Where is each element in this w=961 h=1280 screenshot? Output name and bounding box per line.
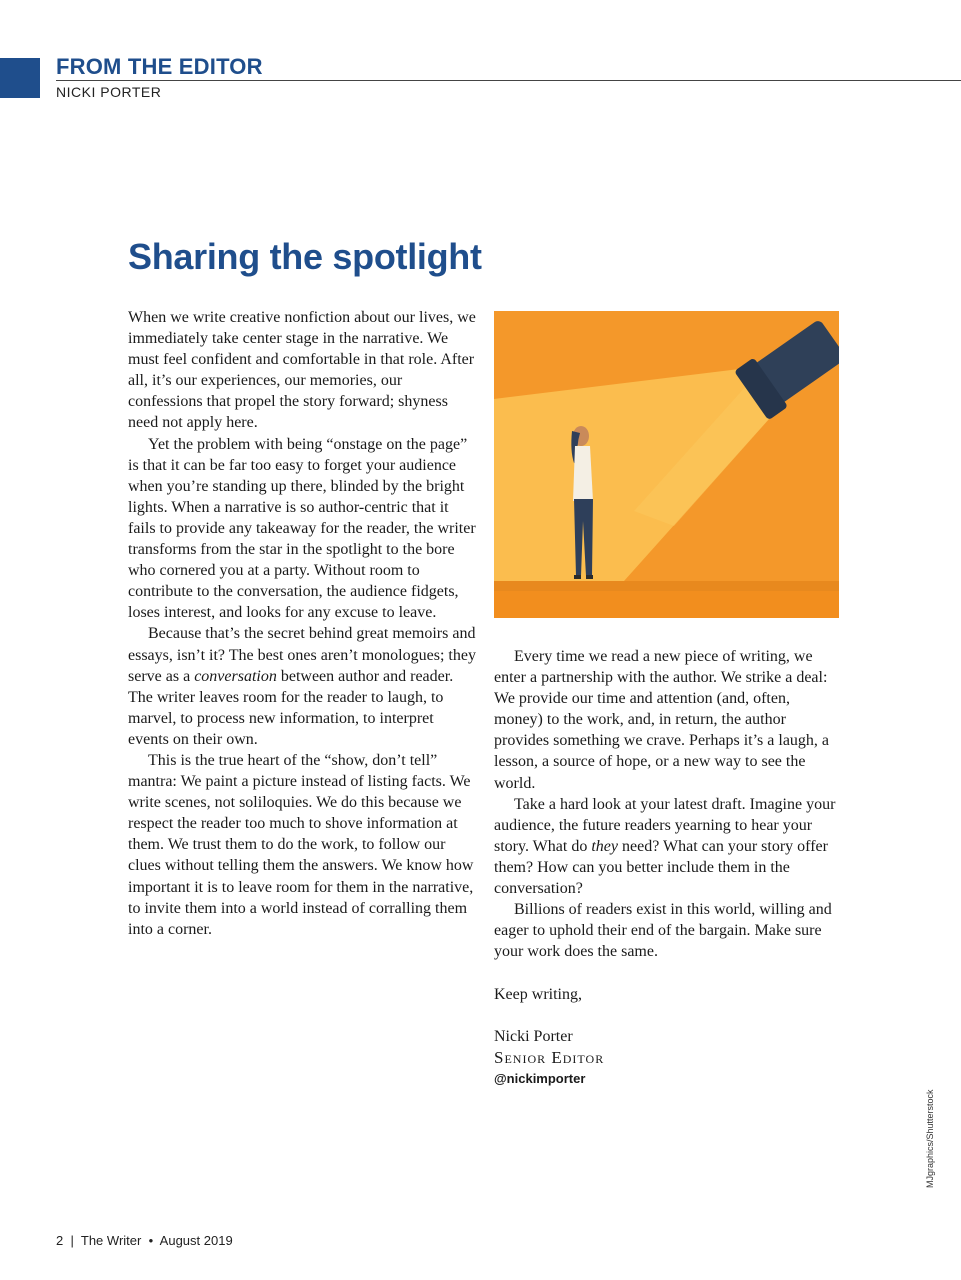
article-column-left (128, 307, 478, 940)
paragraph-6: Take a hard look at your latest draft. Imagine your audience, the future readers yearning to hear your story. What do they need? What can your story offer them? How can you better include them in the conversation? (494, 795, 836, 898)
emphasis-they: they (591, 837, 618, 855)
paragraph-4: This is the true heart of the “show, don’t tell” mantra: We paint a picture instead of listing facts. We write scenes, not soliloquies. We do this because we respect the reader too much to shove information at them. We trust them to do the work, to follow our clues without telling them the answers. We know how important it is to leave room for them in the narrative, to invite them into a world instead of corralling them into a corner. (128, 751, 474, 938)
image-credit: MJgraphics/Shutterstock (925, 1089, 935, 1188)
signoff-title: Senior Editor (494, 1047, 605, 1067)
header-divider (56, 80, 961, 81)
footer-bullet: • (148, 1233, 154, 1248)
social-handle: @nickimporter (494, 1070, 586, 1086)
spotlight-woman-image (494, 311, 839, 618)
section-color-tab (0, 58, 40, 98)
spotlight-illustration (494, 311, 839, 618)
paragraph-2: Yet the problem with being “onstage on the page” is that it can be far too easy to forget your audience when you’re standing up there, blinded by the bright lights. When a narrative is so author-centric that it fails to provide any takeaway for the reader, the writer transforms from the star in the spotlight to the bore who cornered you at a party. Without room to contribute to the conversation, the audience fidgets, loses interest, and looks for any excuse to leave. (128, 435, 476, 622)
article-column-right (494, 646, 839, 1090)
paragraph-7: Billions of readers exist in this world, willing and eager to uphold their end of the bargain. Make sure your work does the same. (494, 901, 832, 961)
magazine-name: The Writer (80, 1233, 142, 1248)
footer-separator: | (70, 1233, 74, 1248)
emphasis-conversation: conversation (194, 667, 277, 685)
paragraph-5: Every time we read a new piece of writing, we enter a partnership with the author. We strike a deal: We provide our time and attention (and, often, money) to the work, and, in return, the author provides something we crave. Perhaps it’s a laugh, a lesson, a source of hope, or a new way to see the world. (494, 648, 830, 792)
column-author: NICKI PORTER (56, 84, 162, 100)
page-number: 2 (56, 1233, 64, 1248)
section-title: FROM THE EDITOR (56, 54, 263, 79)
issue-date: August 2019 (159, 1233, 233, 1248)
paragraph-1: When we write creative nonfiction about our lives, we immediately take center stage in the narrative. We must feel confident and comfortable in that role. After all, it’s our experiences, our memories, our confessions that propel the story forward; shyness need not apply here. (128, 309, 476, 432)
paragraph-3: Because that’s the secret behind great memoirs and essays, isn’t it? The best ones aren’t monologues; they serve as a conversation between author and reader. The writer leaves room for the reader to laugh, to marvel, to process new information, to interpret events on their own. (128, 625, 476, 748)
signoff-closing: Keep writing, (494, 985, 582, 1003)
page-footer (56, 1233, 233, 1248)
image-credit-container (925, 1089, 937, 1188)
article-headline: Sharing the spotlight (128, 236, 482, 277)
signoff-name: Nicki Porter (494, 1027, 573, 1045)
